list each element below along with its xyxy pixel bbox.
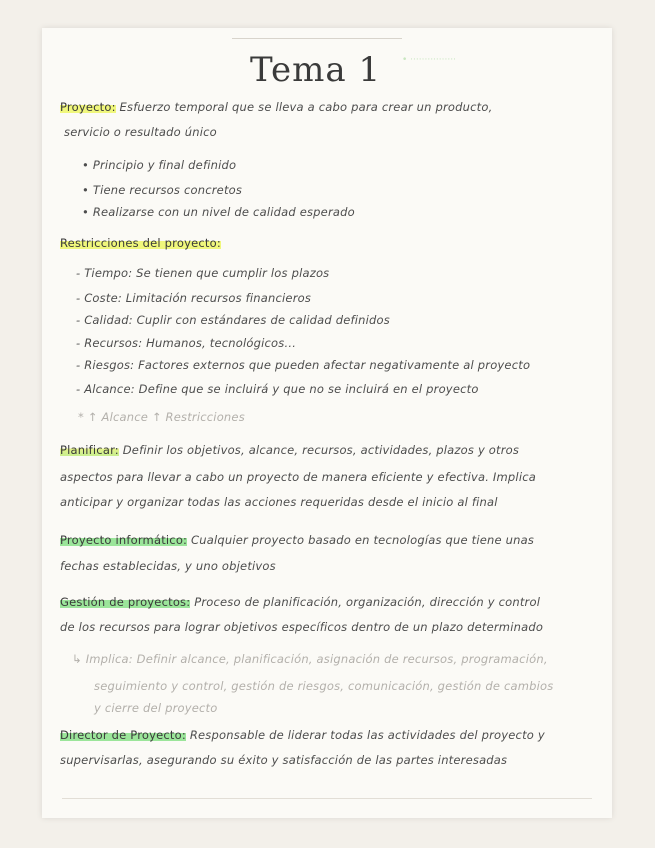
faint-note: • ················ xyxy=(402,55,456,65)
director-text-1: Responsable de liderar todas las actividades del proyecto y xyxy=(189,728,545,742)
proyecto-text-1: Esfuerzo temporal que se lleva a cabo para crear un producto, xyxy=(119,100,493,114)
proyecto-bullet-2: • Tiene recursos concretos xyxy=(82,183,243,197)
proyecto-label: Proyecto: xyxy=(60,100,116,114)
proyecto-bullet-1: • Principio y final definido xyxy=(82,158,237,172)
gestion-text-2: de los recursos para lograr objetivos específicos dentro de un plazo determinado xyxy=(60,620,544,634)
proyecto-bullet-3: • Realizarse con un nivel de calidad esperado xyxy=(82,205,355,219)
director-line-1 xyxy=(60,728,545,742)
page-title: Tema 1 xyxy=(250,50,382,90)
gestion-implica-1: ↳ Implica: Definir alcance, planificación, asignación de recursos, programación, xyxy=(72,652,548,666)
restricciones-item-alcance: - Alcance: Define que se incluirá y que no se incluirá en el proyecto xyxy=(76,382,479,396)
director-text-2: supervisarlas, asegurando su éxito y satisfacción de las partes interesadas xyxy=(60,753,508,767)
restricciones-item-riesgos: - Riesgos: Factores externos que pueden afectar negativamente al proyecto xyxy=(76,358,531,372)
gestion-text-1: Proceso de planificación, organización, dirección y control xyxy=(194,595,541,609)
restricciones-note: * ↑ Alcance ↑ Restricciones xyxy=(78,410,245,424)
proyecto-line-1 xyxy=(60,100,492,114)
gestion-label: Gestión de proyectos: xyxy=(60,595,191,609)
bottom-rule xyxy=(62,798,592,799)
notebook-page xyxy=(42,28,612,818)
informatico-line-1 xyxy=(60,533,534,547)
planificar-line-1 xyxy=(60,443,519,457)
informatico-text-2: fechas establecidas, y uno objetivos xyxy=(60,559,276,573)
restricciones-item-recursos: - Recursos: Humanos, tecnológicos... xyxy=(76,336,297,350)
proyecto-text-2: servicio o resultado único xyxy=(64,125,217,139)
top-rule xyxy=(232,38,402,39)
informatico-label: Proyecto informático: xyxy=(60,533,188,547)
restricciones-label: Restricciones del proyecto: xyxy=(60,236,221,250)
restricciones-item-calidad: - Calidad: Cuplir con estándares de calidad definidos xyxy=(76,313,390,327)
restricciones-heading xyxy=(60,236,221,250)
informatico-text-1: Cualquier proyecto basado en tecnologías que tiene unas xyxy=(191,533,535,547)
gestion-line-1 xyxy=(60,595,540,609)
restricciones-item-tiempo: - Tiempo: Se tienen que cumplir los plazos xyxy=(76,266,330,280)
planificar-text-2: aspectos para llevar a cabo un proyecto de manera eficiente y efectiva. Implica xyxy=(60,470,536,484)
director-label: Director de Proyecto: xyxy=(60,728,186,742)
gestion-implica-3: y cierre del proyecto xyxy=(94,701,218,715)
planificar-text-1: Definir los objetivos, alcance, recursos, actividades, plazos y otros xyxy=(122,443,520,457)
planificar-label: Planificar: xyxy=(60,443,119,457)
restricciones-item-coste: - Coste: Limitación recursos financieros xyxy=(76,291,312,305)
planificar-text-3: anticipar y organizar todas las acciones requeridas desde el inicio al final xyxy=(60,495,498,509)
gestion-implica-2: seguimiento y control, gestión de riesgos, comunicación, gestión de cambios xyxy=(94,679,554,693)
